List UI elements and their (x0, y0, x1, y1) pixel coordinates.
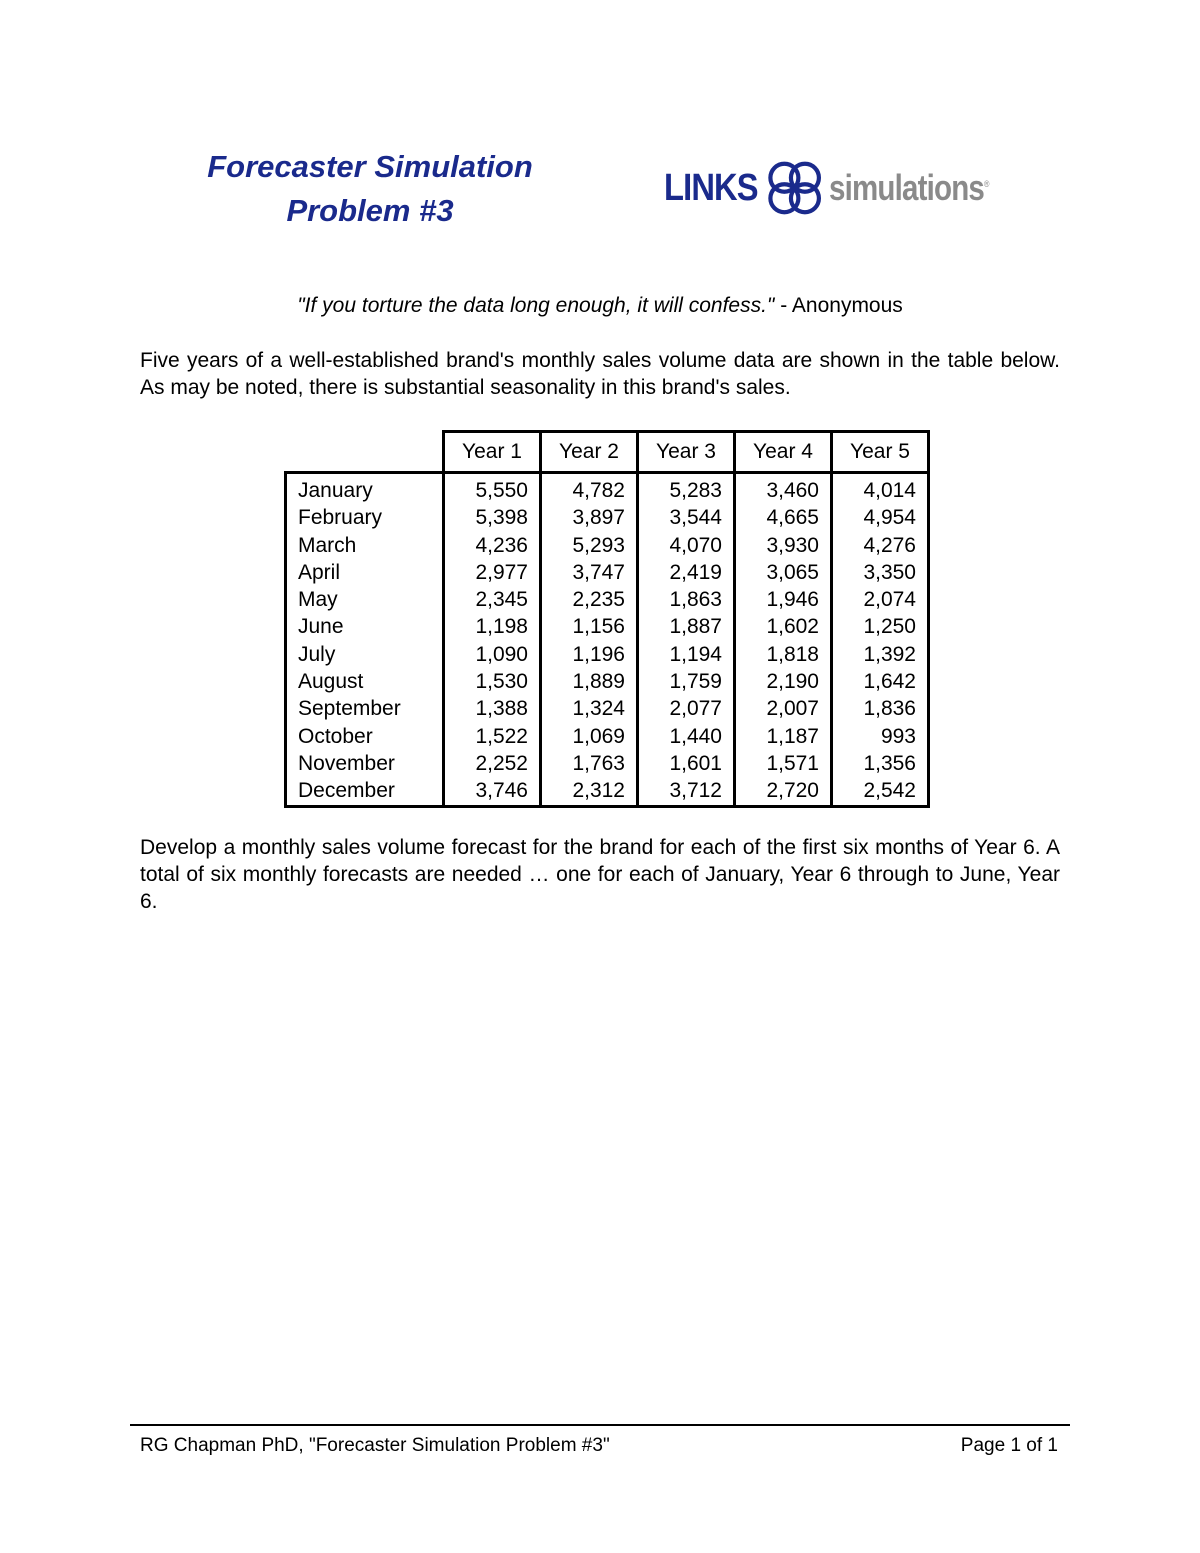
sales-value-cell: 1,356 (832, 750, 929, 777)
sales-value-cell: 1,836 (832, 695, 929, 722)
sales-value-cell: 1,187 (735, 723, 832, 750)
title-line-1: Forecaster Simulation (207, 149, 533, 184)
sales-value-cell: 4,276 (832, 532, 929, 559)
footer-citation: RG Chapman PhD, "Forecaster Simulation Problem #3" (140, 1435, 610, 1456)
month-label: May (286, 586, 444, 613)
sales-value-cell: 2,542 (832, 777, 929, 806)
table-row (286, 586, 929, 613)
sales-value-cell: 4,014 (832, 473, 929, 505)
table-row (286, 559, 929, 586)
monthly-sales-table (284, 430, 930, 808)
month-label: February (286, 504, 444, 531)
sales-value-cell: 1,601 (638, 750, 735, 777)
sales-value-cell: 5,283 (638, 473, 735, 505)
sales-value-cell: 1,887 (638, 613, 735, 640)
sales-value-cell: 2,007 (735, 695, 832, 722)
logo-simulations-text: simulations® (829, 167, 989, 208)
sales-value-cell: 2,720 (735, 777, 832, 806)
month-label: April (286, 559, 444, 586)
sales-value-cell: 1,602 (735, 613, 832, 640)
sales-value-cell: 2,419 (638, 559, 735, 586)
month-label: January (286, 473, 444, 505)
month-label: October (286, 723, 444, 750)
column-header-year-4: Year 4 (735, 432, 832, 473)
sales-value-cell: 2,190 (735, 668, 832, 695)
sales-value-cell: 1,863 (638, 586, 735, 613)
column-header-year-3: Year 3 (638, 432, 735, 473)
sales-value-cell: 2,345 (444, 586, 541, 613)
registered-mark: ® (984, 179, 989, 189)
table-row (286, 473, 929, 505)
table-row (286, 723, 929, 750)
sales-value-cell: 5,398 (444, 504, 541, 531)
sales-value-cell: 1,324 (541, 695, 638, 722)
task-paragraph: Develop a monthly sales volume forecast for the brand for each of the first six months of Year 6. A total of six monthly forecasts are needed … one for each of January, Year 6 through to June, Year 6. (140, 836, 1060, 913)
column-header-year-1: Year 1 (444, 432, 541, 473)
sales-value-cell: 5,293 (541, 532, 638, 559)
sales-value-cell: 1,440 (638, 723, 735, 750)
table-body (286, 473, 929, 807)
links-simulations-logo (664, 150, 1024, 226)
sales-value-cell: 1,759 (638, 668, 735, 695)
sales-value-cell: 4,070 (638, 532, 735, 559)
table-row (286, 504, 929, 531)
quote-text: "If you torture the data long enough, it will confess." (297, 294, 775, 317)
sales-value-cell: 1,196 (541, 641, 638, 668)
sales-value-cell: 1,946 (735, 586, 832, 613)
month-label: June (286, 613, 444, 640)
table-row (286, 777, 929, 806)
sales-value-cell: 1,090 (444, 641, 541, 668)
sales-value-cell: 1,392 (832, 641, 929, 668)
table-row (286, 532, 929, 559)
sales-value-cell: 3,460 (735, 473, 832, 505)
month-label: July (286, 641, 444, 668)
footer-divider (130, 1424, 1070, 1426)
sales-value-cell: 5,550 (444, 473, 541, 505)
sales-value-cell: 1,388 (444, 695, 541, 722)
column-header-year-2: Year 2 (541, 432, 638, 473)
table-header-row (286, 432, 929, 473)
sales-value-cell: 4,236 (444, 532, 541, 559)
table-row (286, 695, 929, 722)
interlocking-rings-icon (762, 155, 827, 221)
sales-value-cell: 2,235 (541, 586, 638, 613)
table-row (286, 668, 929, 695)
sales-value-cell: 3,897 (541, 504, 638, 531)
table-row (286, 613, 929, 640)
sales-value-cell: 1,889 (541, 668, 638, 695)
sales-value-cell: 3,930 (735, 532, 832, 559)
sales-value-cell: 1,818 (735, 641, 832, 668)
column-header-year-5: Year 5 (832, 432, 929, 473)
sales-value-cell: 3,747 (541, 559, 638, 586)
sales-value-cell: 993 (832, 723, 929, 750)
sales-value-cell: 3,544 (638, 504, 735, 531)
sales-value-cell: 4,665 (735, 504, 832, 531)
sales-value-cell: 1,194 (638, 641, 735, 668)
sales-value-cell: 2,977 (444, 559, 541, 586)
table-row (286, 750, 929, 777)
logo-links-text: LINKS (664, 166, 758, 209)
sales-value-cell: 1,522 (444, 723, 541, 750)
sales-value-cell: 4,954 (832, 504, 929, 531)
sales-value-cell: 1,642 (832, 668, 929, 695)
sales-value-cell: 4,782 (541, 473, 638, 505)
sales-value-cell: 1,069 (541, 723, 638, 750)
month-label: December (286, 777, 444, 806)
month-label: March (286, 532, 444, 559)
sales-value-cell: 1,156 (541, 613, 638, 640)
sales-value-cell: 3,350 (832, 559, 929, 586)
sales-value-cell: 2,252 (444, 750, 541, 777)
month-label: November (286, 750, 444, 777)
intro-paragraph: Five years of a well-established brand's monthly sales volume data are shown in the table below. As may be noted, there is substantial seasonality in this brand's sales. (140, 349, 1060, 399)
sales-value-cell: 1,763 (541, 750, 638, 777)
epigraph-quote (140, 293, 1060, 319)
sales-value-cell: 1,530 (444, 668, 541, 695)
table-row (286, 641, 929, 668)
month-label: September (286, 695, 444, 722)
title-line-2: Problem #3 (286, 193, 454, 228)
sales-value-cell: 2,074 (832, 586, 929, 613)
sales-value-cell: 2,077 (638, 695, 735, 722)
table-corner-cell (286, 432, 444, 473)
sales-value-cell: 3,746 (444, 777, 541, 806)
sales-value-cell: 1,250 (832, 613, 929, 640)
sales-value-cell: 1,571 (735, 750, 832, 777)
sales-value-cell: 3,065 (735, 559, 832, 586)
page-number: Page 1 of 1 (960, 1435, 1058, 1456)
sales-value-cell: 1,198 (444, 613, 541, 640)
document-title (160, 145, 580, 233)
sales-value-cell: 3,712 (638, 777, 735, 806)
quote-attribution: - Anonymous (774, 294, 903, 317)
month-label: August (286, 668, 444, 695)
sales-value-cell: 2,312 (541, 777, 638, 806)
